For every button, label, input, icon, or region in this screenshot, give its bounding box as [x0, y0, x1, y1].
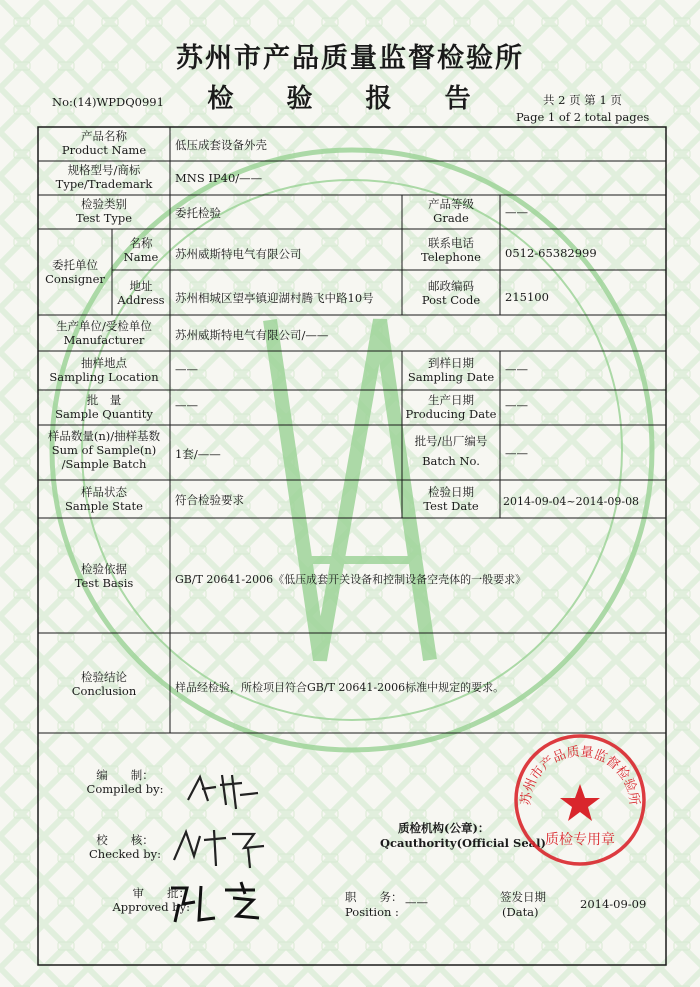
batch-no-label: 批号/出厂编号 Batch No.	[414, 434, 488, 468]
producing-date-label: 生产日期 Producing Date	[405, 393, 497, 421]
compiled-by-label: 编 制： Compiled by:	[86, 768, 164, 796]
issue-date-label-cn: 签发日期	[500, 890, 546, 904]
sampling-date-value: ——	[505, 362, 528, 376]
compiled-signature	[180, 765, 270, 815]
checked-by-label: 校 核： Checked by:	[89, 833, 161, 861]
sampling-location-value: ——	[175, 362, 198, 376]
seal-bottom-text: 质检专用章	[545, 832, 615, 848]
product-name-value: 低压成套设备外壳	[175, 138, 267, 152]
test-date-label: 检验日期 Test Date	[423, 485, 479, 513]
manufacturer-value: 苏州威斯特电气有限公司/——	[175, 328, 329, 342]
consignor-label: 委托单位 Consigner	[45, 258, 105, 286]
checked-signature	[168, 822, 278, 872]
seal-top-text: 苏州市产品质量监督检验所	[518, 744, 642, 807]
sample-quantity-value: ——	[175, 398, 198, 412]
seal-star-icon	[560, 784, 600, 821]
grade-label: 产品等级 Grade	[428, 197, 474, 225]
test-type-value: 委托检验	[175, 206, 221, 220]
conclusion-label: 检验结论 Conclusion	[71, 670, 137, 698]
type-label: 规格型号/商标 Type/Trademark	[55, 163, 153, 191]
manufacturer-label: 生产单位/受检单位 Manufacturer	[56, 319, 152, 347]
sample-quantity-label: 批 量 Sample Quantity	[55, 393, 153, 421]
sum-of-sample-label: 样品数量(n)/抽样基数 Sum of Sample(n) /Sample Batch	[47, 429, 161, 471]
page-count-en: Page 1 of 2 total pages	[516, 110, 650, 124]
consignor-name-label: 名称 Name	[123, 236, 159, 264]
sampling-date-label: 到样日期 Sampling Date	[407, 356, 495, 384]
consignor-name-value: 苏州威斯特电气有限公司	[175, 247, 302, 261]
position-label-cn: 职 务：	[345, 890, 403, 904]
telephone-value: 0512-65382999	[505, 246, 597, 260]
post-code-label: 邮政编码 Post Code	[421, 279, 481, 307]
org-title: 苏州市产品质量监督检验所	[176, 43, 524, 74]
batch-no-value: ——	[505, 446, 528, 460]
sum-of-sample-value: 1套/——	[175, 447, 221, 461]
test-date-value: 2014-09-04~2014-09-08	[503, 495, 640, 508]
approved-signature	[165, 878, 275, 928]
page-count-cn: 共 2 页 第 1 页	[543, 93, 622, 107]
test-type-label: 检验类别 Test Type	[75, 197, 133, 225]
post-code-value: 215100	[505, 290, 549, 304]
position-value: ——	[405, 895, 428, 909]
grade-value: ——	[505, 205, 528, 219]
report-number: No:(14)WPDQ0991	[52, 95, 164, 109]
type-value: MNS IP40/——	[175, 171, 263, 185]
address-value: 苏州相城区望亭镇迎湖村腾飞中路10号	[175, 291, 374, 305]
product-name-label: 产品名称 Product Name	[61, 129, 147, 157]
qa-authority-en: Qcauthority(Official Seal)	[380, 836, 546, 850]
sample-state-label: 样品状态 Sample State	[65, 485, 143, 513]
sampling-location-label: 抽样地点 Sampling Location	[49, 356, 159, 384]
telephone-label: 联系电话 Telephone	[421, 236, 481, 264]
issue-date-label-en: (Data)	[502, 905, 539, 919]
test-basis-value: GB/T 20641-2006《低压成套开关设备和控制设备空壳体的一般要求》	[175, 573, 527, 586]
test-basis-label: 检验依据 Test Basis	[74, 562, 134, 590]
conclusion-value: 样品经检验，所检项目符合GB/T 20641-2006标准中规定的要求。	[175, 681, 505, 694]
approved-by-label: 审 批： Approved by:	[112, 886, 190, 914]
official-seal	[512, 732, 648, 868]
document-title: 检 验 报 告	[207, 84, 493, 114]
qa-authority-cn: 质检机构(公章)：	[398, 821, 490, 835]
position-label-en: Position :	[345, 905, 399, 919]
producing-date-value: ——	[505, 398, 528, 412]
sample-state-value: 符合检验要求	[175, 493, 244, 507]
issue-date-value: 2014-09-09	[580, 897, 647, 911]
address-label: 地址 Address	[117, 279, 165, 307]
